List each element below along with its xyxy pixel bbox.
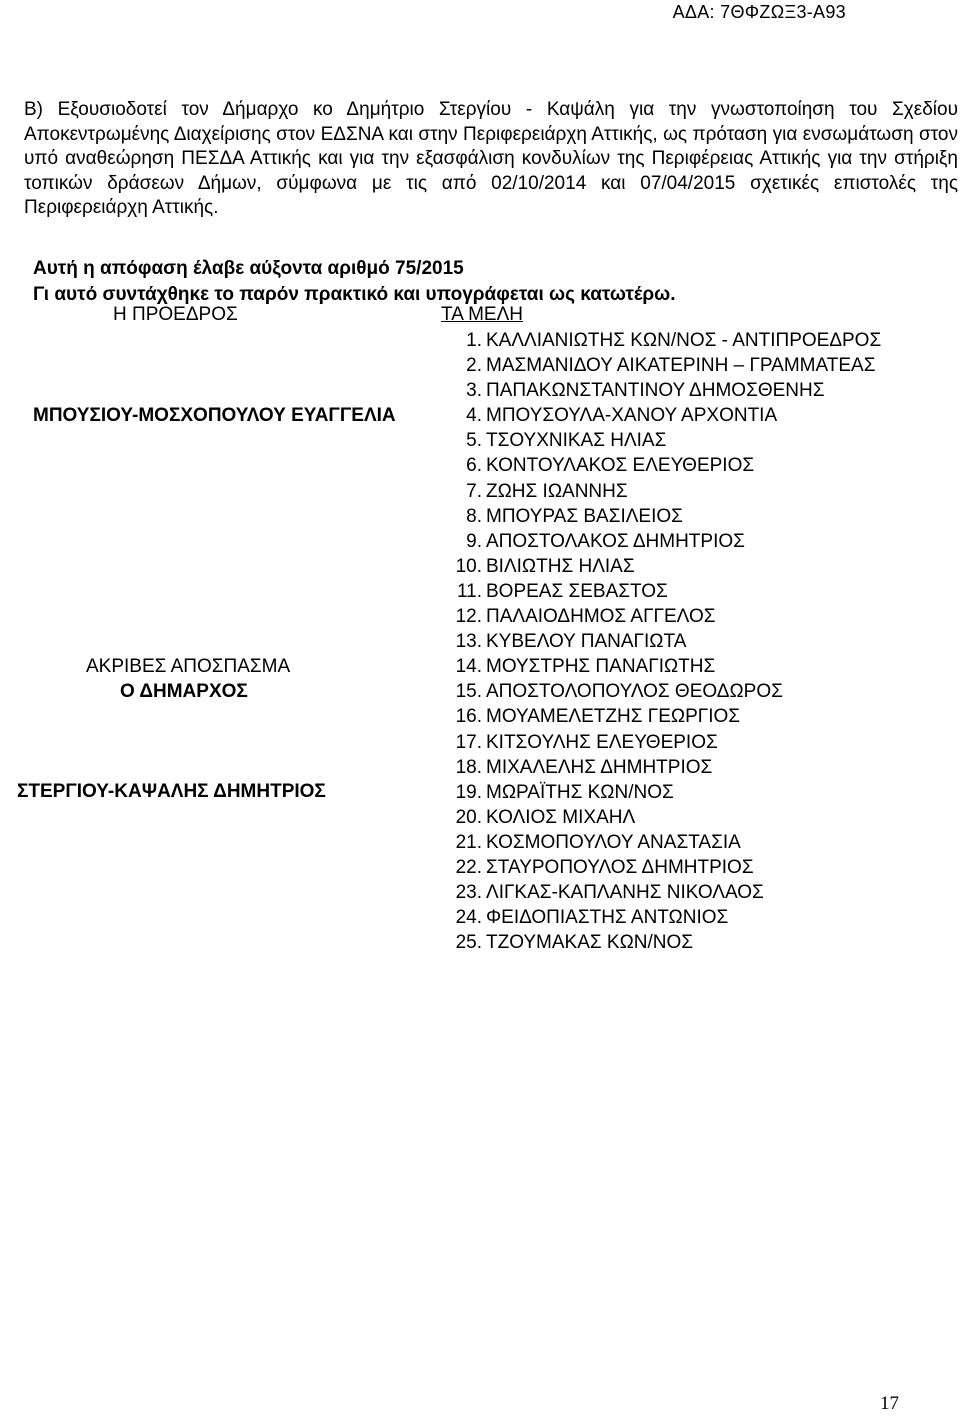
member-name: ΦΕΙΔΟΠΙΑΣΤΗΣ ΑΝΤΩΝΙΟΣ bbox=[486, 907, 729, 929]
member-name: ΜΟΥΑΜΕΛΕΤΖΗΣ ΓΕΩΡΓΙΟΣ bbox=[486, 706, 741, 728]
member-number: 4. bbox=[466, 405, 482, 427]
member-item bbox=[454, 780, 881, 805]
member-number: 21. bbox=[455, 831, 482, 853]
member-number: 15. bbox=[455, 681, 482, 703]
member-number: 25. bbox=[455, 932, 482, 954]
member-name: ΤΣΟΥΧΝΙΚΑΣ ΗΛΙΑΣ bbox=[486, 430, 667, 452]
member-name: ΛΙΓΚΑΣ-ΚΑΠΛΑΝΗΣ ΝΙΚΟΛΑΟΣ bbox=[486, 882, 764, 904]
member-item bbox=[454, 428, 881, 453]
member-item bbox=[454, 479, 881, 504]
member-item bbox=[454, 730, 881, 755]
member-number: 2. bbox=[466, 355, 482, 377]
member-name: ΜΟΥΣΤΡΗΣ ΠΑΝΑΓΙΩΤΗΣ bbox=[486, 656, 716, 678]
member-item bbox=[454, 830, 881, 855]
member-name: ΚΙΤΣΟΥΛΗΣ ΕΛΕΥΘΕΡΙΟΣ bbox=[486, 731, 718, 753]
member-name: ΠΑΛΑΙΟΔΗΜΟΣ ΑΓΓΕΛΟΣ bbox=[486, 606, 716, 628]
member-name: ΜΑΣΜΑΝΙΔΟΥ ΑΙΚΑΤΕΡΙΝΗ – ΓΡΑΜΜΑΤΕΑΣ bbox=[486, 355, 876, 377]
member-number: 6. bbox=[466, 455, 482, 477]
decision-block bbox=[33, 256, 676, 308]
member-name: ΚΟΝΤΟΥΛΑΚΟΣ ΕΛΕΥΘΕΡΙΟΣ bbox=[486, 455, 755, 477]
members-header: ΤΑ ΜΕΛΗ bbox=[441, 304, 524, 325]
member-item bbox=[454, 328, 881, 353]
member-number: 22. bbox=[455, 856, 482, 878]
member-number: 8. bbox=[466, 505, 482, 527]
member-name: ΜΩΡΑΪΤΗΣ ΚΩΝ/ΝΟΣ bbox=[486, 781, 674, 803]
page-number: 17 bbox=[880, 1393, 899, 1414]
member-number: 7. bbox=[466, 480, 482, 502]
member-number: 16. bbox=[455, 706, 482, 728]
member-item bbox=[454, 403, 881, 428]
member-name: ΚΟΛΙΟΣ ΜΙΧΑΗΛ bbox=[486, 806, 636, 828]
member-number: 11. bbox=[456, 580, 482, 602]
member-number: 17. bbox=[455, 731, 482, 753]
member-item bbox=[454, 855, 881, 880]
member-name: ΜΙΧΑΛΕΛΗΣ ΔΗΜΗΤΡΙΟΣ bbox=[486, 756, 713, 778]
member-name: ΠΑΠΑΚΩΝΣΤΑΝΤΙΝΟΥ ΔΗΜΟΣΘΕΝΗΣ bbox=[486, 380, 825, 402]
members-list bbox=[454, 328, 881, 955]
member-item bbox=[454, 554, 881, 579]
mayor-title: Ο ΔΗΜΑΡΧΟΣ bbox=[120, 681, 248, 702]
member-item bbox=[454, 453, 881, 478]
accurate-extract-label: ΑΚΡΙΒΕΣ ΑΠΟΣΠΑΣΜΑ bbox=[86, 656, 291, 677]
member-item bbox=[454, 930, 881, 955]
member-name: ΖΩΗΣ ΙΩΑΝΝΗΣ bbox=[486, 480, 628, 502]
member-name: ΑΠΟΣΤΟΛΟΠΟΥΛΟΣ ΘΕΟΔΩΡΟΣ bbox=[486, 681, 783, 703]
member-name: ΑΠΟΣΤΟΛΑΚΟΣ ΔΗΜΗΤΡΙΟΣ bbox=[486, 530, 745, 552]
member-number: 18. bbox=[455, 756, 482, 778]
member-item bbox=[454, 880, 881, 905]
member-item bbox=[454, 353, 881, 378]
member-number: 24. bbox=[455, 907, 482, 929]
ada-code: ΑΔΑ: 7ΘΦΖΩΞ3-Α93 bbox=[672, 2, 846, 22]
member-item bbox=[454, 529, 881, 554]
member-name: ΒΙΛΙΩΤΗΣ ΗΛΙΑΣ bbox=[486, 555, 635, 577]
member-item bbox=[454, 378, 881, 403]
member-item bbox=[454, 654, 881, 679]
member-name: ΤΖΟΥΜΑΚΑΣ ΚΩΝ/ΝΟΣ bbox=[486, 932, 694, 954]
decision-number-line: Αυτή η απόφαση έλαβε αύξοντα αριθμό 75/2015 bbox=[33, 258, 464, 279]
member-number: 1. bbox=[466, 330, 482, 351]
member-name: ΣΤΑΥΡΟΠΟΥΛΟΣ ΔΗΜΗΤΡΙΟΣ bbox=[486, 856, 754, 878]
member-name: ΚΑΛΛΙΑΝΙΩΤΗΣ ΚΩΝ/ΝΟΣ - ΑΝΤΙΠΡΟΕΔΡΟΣ bbox=[486, 330, 882, 351]
member-name: ΚΥΒΕΛΟΥ ΠΑΝΑΓΙΩΤΑ bbox=[486, 631, 687, 653]
member-number: 23. bbox=[455, 882, 482, 904]
member-item bbox=[454, 755, 881, 780]
mayor-name: ΣΤΕΡΓΙΟΥ-ΚΑΨΑΛΗΣ ΔΗΜΗΤΡΙΟΣ bbox=[17, 781, 326, 802]
member-name: ΒΟΡΕΑΣ ΣΕΒΑΣΤΟΣ bbox=[486, 580, 668, 602]
member-item bbox=[454, 704, 881, 729]
member-item bbox=[454, 629, 881, 654]
member-item bbox=[454, 504, 881, 529]
member-item bbox=[454, 805, 881, 830]
decision-signature-line: Γι αυτό συντάχθηκε το παρόν πρακτικό και υπογράφεται ως κατωτέρω. bbox=[33, 284, 676, 305]
member-number: 14. bbox=[455, 656, 482, 678]
member-name: ΜΠΟΥΣΟΥΛΑ-ΧΑΝΟΥ ΑΡΧΟΝΤΙΑ bbox=[486, 405, 778, 427]
authorization-paragraph: Β) Εξουσιοδοτεί τον Δήμαρχο κο Δημήτριο Στεργίου - Καψάλη για την γνωστοποίηση του Σχεδίου Αποκεντρωμένης Διαχείρισης στον ΕΔΣΝΑ και στην Περιφερειάρχη Αττικής, ως πρόταση για ενσωμάτωση στον υπό αναθεώρηση ΠΕΣΔΑ Αττικής και για την εξασφάλιση κονδυλίων της Περιφέρειας Αττικής για την στήριξη τοπικών δράσεων Δήμων, σύμφωνα με τις από 02/10/2014 και 07/04/2015 σχετικές επιστολές της Περιφερειάρχη Αττικής. bbox=[24, 99, 958, 218]
member-number: 9. bbox=[466, 530, 482, 552]
member-number: 3. bbox=[466, 380, 482, 402]
member-name: ΚΟΣΜΟΠΟΥΛΟΥ ΑΝΑΣΤΑΣΙΑ bbox=[486, 831, 741, 853]
member-number: 12. bbox=[455, 606, 482, 628]
member-number: 10. bbox=[455, 555, 482, 577]
member-item bbox=[454, 905, 881, 930]
member-item bbox=[454, 679, 881, 704]
president-header: Η ΠΡΟΕΔΡΟΣ bbox=[113, 304, 238, 325]
member-item bbox=[454, 579, 881, 604]
member-number: 19. bbox=[455, 781, 482, 803]
member-item bbox=[454, 604, 881, 629]
member-name: ΜΠΟΥΡΑΣ ΒΑΣΙΛΕΙΟΣ bbox=[486, 505, 683, 527]
member-number: 5. bbox=[466, 430, 482, 452]
president-name: ΜΠΟΥΣΙΟΥ-ΜΟΣΧΟΠΟΥΛΟΥ ΕΥΑΓΓΕΛΙΑ bbox=[33, 405, 396, 426]
member-number: 13. bbox=[455, 631, 482, 653]
member-number: 20. bbox=[455, 806, 482, 828]
